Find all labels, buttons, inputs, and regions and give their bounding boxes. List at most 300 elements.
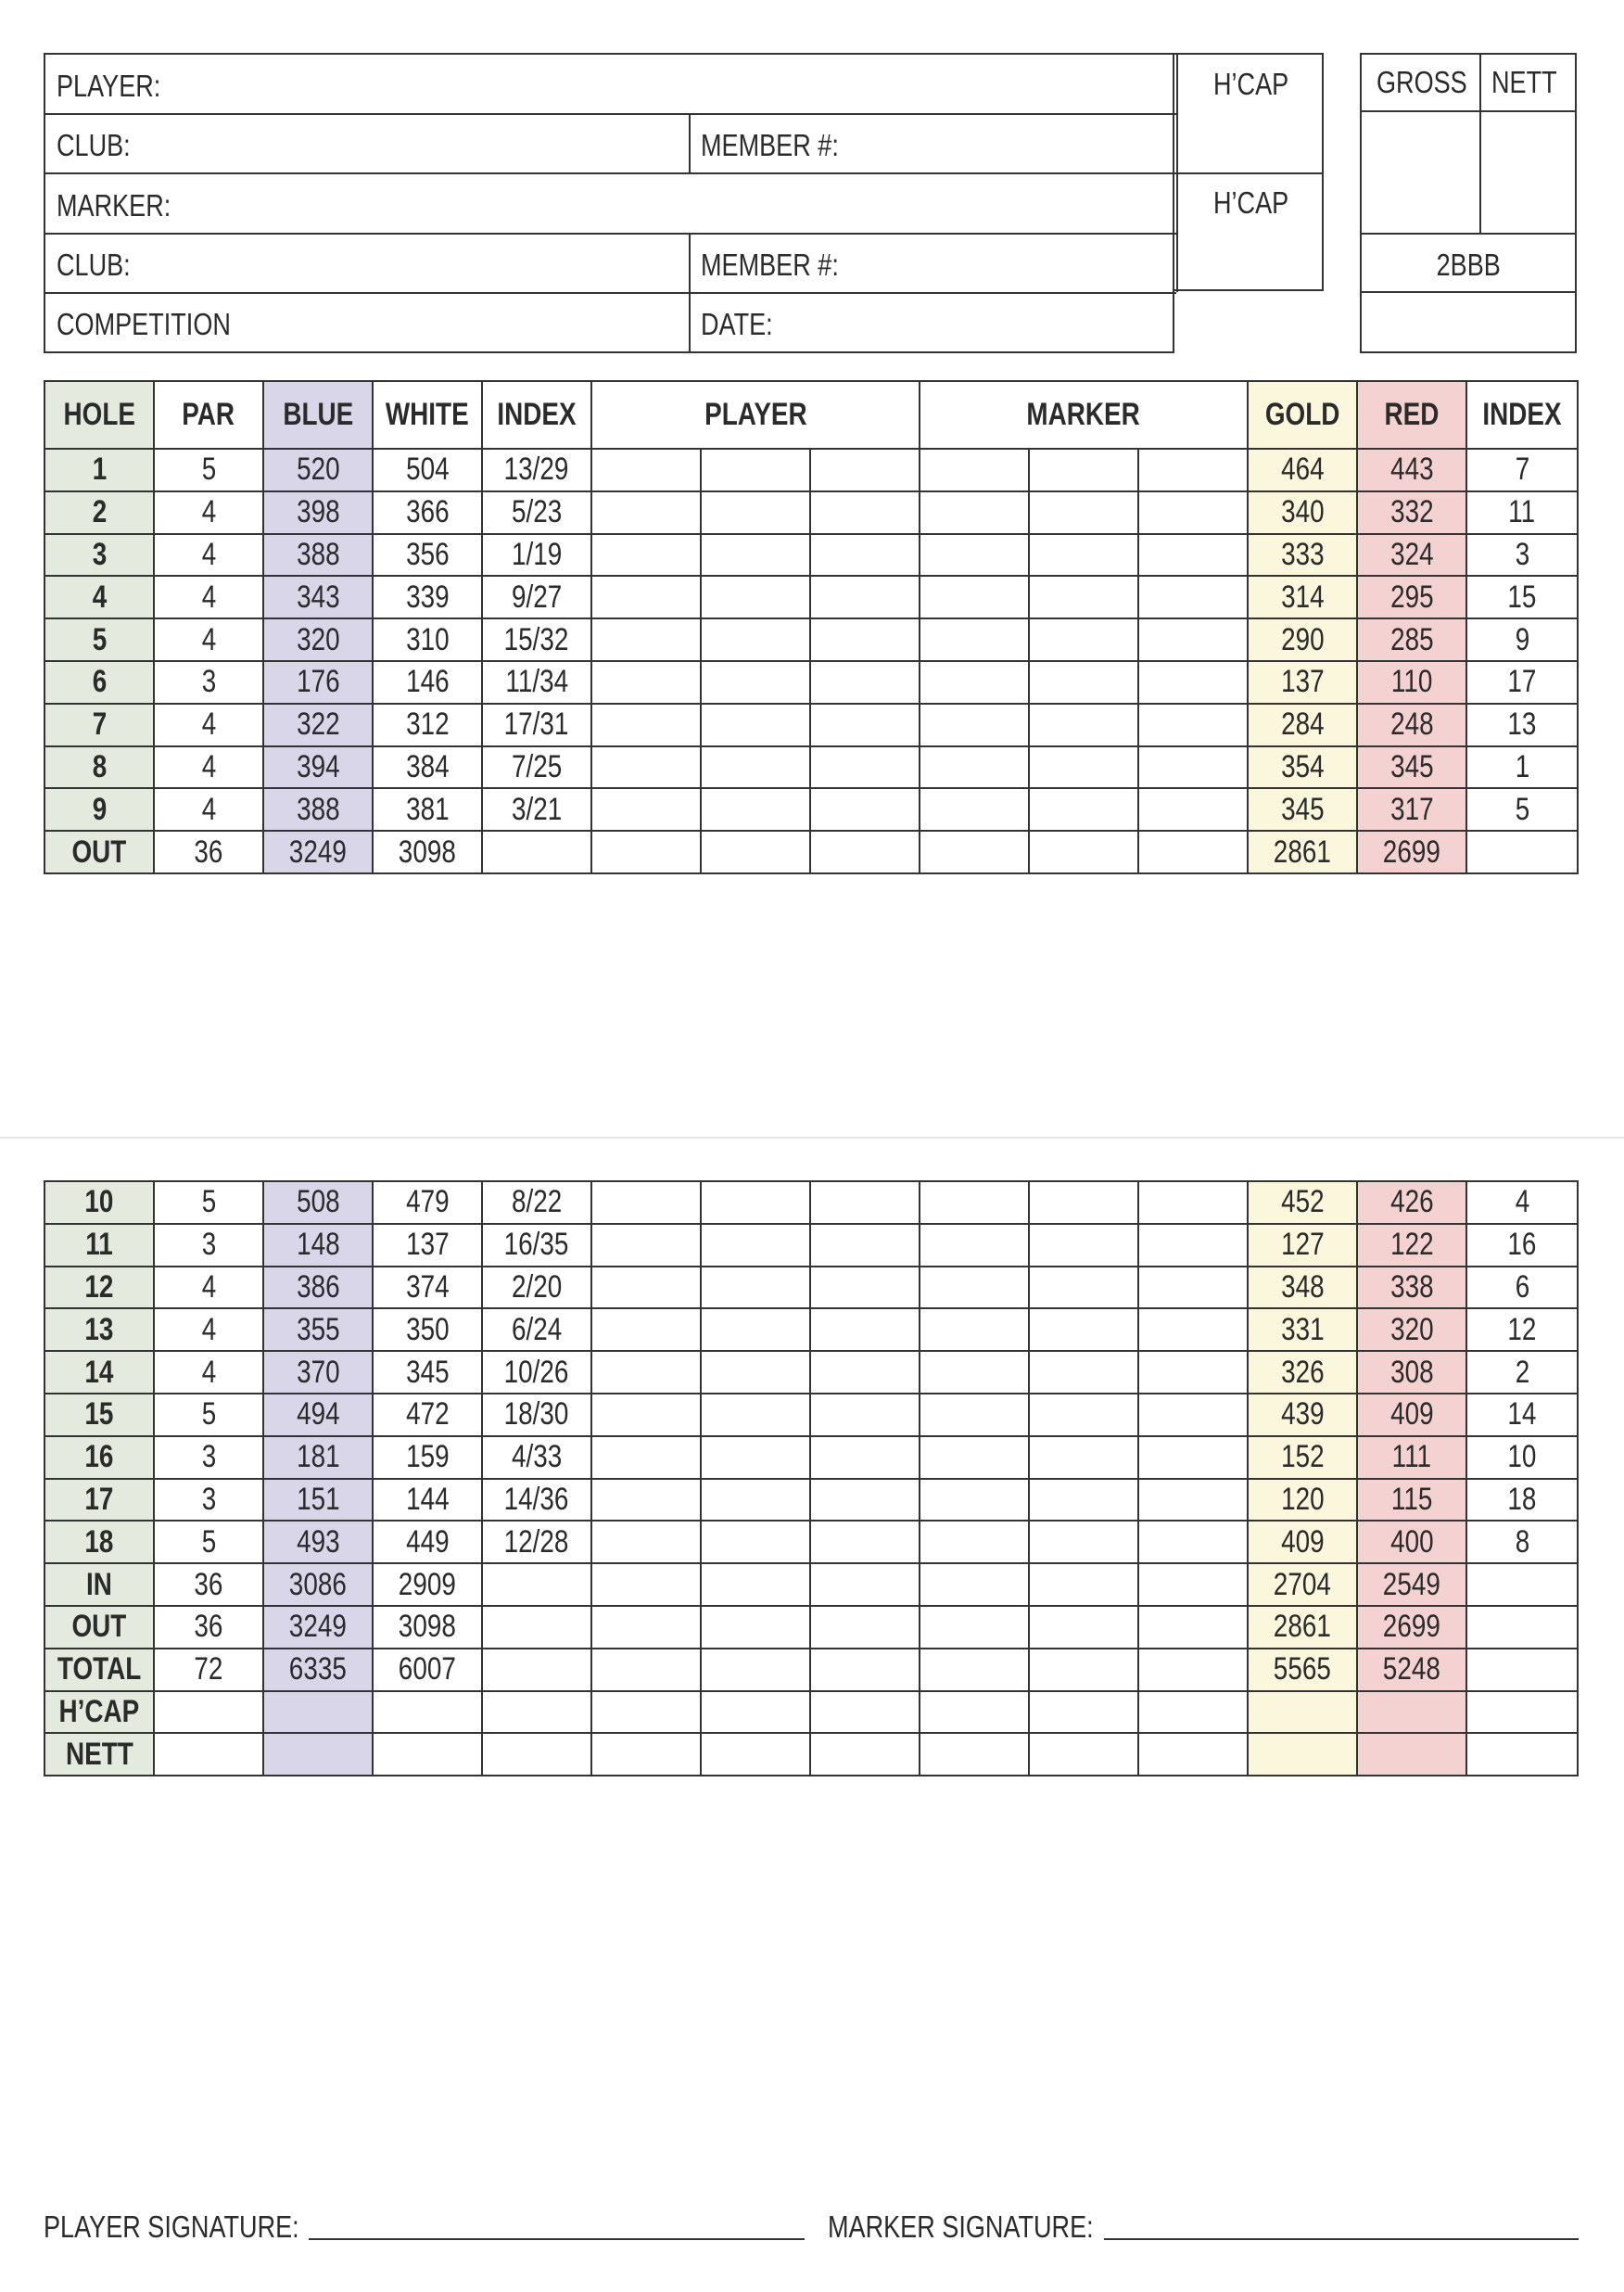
hole-cell-value: OUT	[71, 834, 127, 870]
index-cell-value: 12/28	[504, 1523, 569, 1560]
marker-score-cell[interactable]	[1138, 1691, 1248, 1734]
red-yardage-cell-value: 324	[1389, 536, 1434, 572]
divider	[45, 113, 1176, 115]
hole-cell	[44, 1733, 154, 1776]
marker-score-cell[interactable]	[1029, 449, 1138, 491]
marker-member-number-field[interactable]	[701, 249, 869, 280]
par-cell	[154, 618, 263, 661]
marker-score-cell[interactable]	[920, 1733, 1029, 1776]
player-score-cell[interactable]	[591, 1394, 701, 1436]
player-score-cell[interactable]	[701, 1436, 810, 1479]
player-score-cell[interactable]	[591, 1224, 701, 1267]
player-signature-line[interactable]	[309, 2238, 805, 2240]
marker-score-cell[interactable]	[1138, 1649, 1248, 1691]
player-score-cell[interactable]	[591, 661, 701, 704]
marker-score-cell[interactable]	[920, 746, 1029, 789]
member-number-field[interactable]	[701, 130, 869, 160]
marker-score-cell[interactable]	[1029, 576, 1138, 618]
marker-score-cell[interactable]	[1029, 1308, 1138, 1351]
marker-score-cell[interactable]	[1138, 1436, 1248, 1479]
hole-cell	[44, 534, 154, 577]
white-yardage-cell	[373, 1394, 482, 1436]
marker-score-cell[interactable]	[1029, 1267, 1138, 1309]
index2-cell	[1466, 1606, 1578, 1649]
blue-yardage-cell	[263, 1479, 373, 1522]
table-row	[44, 1267, 1578, 1309]
hole-cell	[44, 1691, 154, 1734]
marker-score-cell[interactable]	[1029, 1351, 1138, 1394]
index-cell	[482, 661, 591, 704]
player-score-cell[interactable]	[810, 831, 920, 873]
player-score-cell[interactable]	[591, 831, 701, 873]
red-header	[1357, 381, 1466, 449]
blue-yardage-cell-value: 398	[296, 494, 340, 530]
player-score-cell[interactable]	[701, 1521, 810, 1563]
gold-yardage-cell-value: 2704	[1273, 1566, 1332, 1602]
marker-score-cell[interactable]	[1138, 1521, 1248, 1563]
marker-score-cell[interactable]	[1029, 534, 1138, 577]
marker-club-label: CLUB:	[57, 248, 131, 282]
table-row	[44, 491, 1578, 534]
par-cell	[154, 1521, 263, 1563]
player-score-cell[interactable]	[591, 618, 701, 661]
red-yardage-cell	[1357, 449, 1466, 491]
par-cell-value: 3	[201, 1481, 216, 1517]
player-score-cell[interactable]	[810, 449, 920, 491]
marker-score-cell[interactable]	[1138, 1394, 1248, 1436]
marker-score-cell[interactable]	[920, 1181, 1029, 1224]
player-score-cell[interactable]	[810, 534, 920, 577]
marker-score-cell[interactable]	[1138, 1308, 1248, 1351]
player-score-cell[interactable]	[810, 704, 920, 746]
player-score-cell[interactable]	[591, 1181, 701, 1224]
gross-label: GROSS	[1377, 65, 1467, 99]
gross-nett-box	[1360, 53, 1577, 353]
marker-score-cell[interactable]	[1138, 1733, 1248, 1776]
red-yardage-cell	[1357, 1308, 1466, 1351]
par-cell-value: 4	[201, 494, 216, 530]
marker-score-cell[interactable]	[1138, 661, 1248, 704]
player-score-cell[interactable]	[810, 1351, 920, 1394]
marker-score-cell[interactable]	[920, 788, 1029, 831]
hole-cell-value: 18	[84, 1523, 114, 1560]
index-cell-value: 13/29	[504, 452, 569, 488]
marker-score-cell[interactable]	[920, 1436, 1029, 1479]
player-score-cell[interactable]	[701, 1606, 810, 1649]
blue-header-label: BLUE	[283, 397, 353, 432]
player-score-cell[interactable]	[591, 1691, 701, 1734]
marker-score-cell[interactable]	[1138, 491, 1248, 534]
index2-cell	[1466, 1224, 1578, 1267]
par-cell-value: 5	[201, 1396, 216, 1432]
marker-score-cell[interactable]	[920, 661, 1029, 704]
index2-cell-value: 1	[1515, 748, 1529, 784]
marker-score-cell[interactable]	[920, 831, 1029, 873]
blue-yardage-cell	[263, 1181, 373, 1224]
player-score-cell[interactable]	[591, 1606, 701, 1649]
player-score-cell[interactable]	[591, 534, 701, 577]
marker-score-cell[interactable]	[1029, 661, 1138, 704]
marker-score-cell[interactable]	[1029, 1733, 1138, 1776]
marker-score-cell[interactable]	[1029, 1224, 1138, 1267]
blue-yardage-cell-value: 386	[296, 1268, 340, 1305]
table-row	[44, 788, 1578, 831]
table-row	[44, 1521, 1578, 1563]
club-field[interactable]	[57, 130, 146, 160]
par-cell-value: 3	[201, 664, 216, 700]
marker-score-cell[interactable]	[920, 1691, 1029, 1734]
marker-score-cell[interactable]	[1029, 1521, 1138, 1563]
blue-yardage-cell-value: 494	[296, 1396, 340, 1432]
player-score-cell[interactable]	[810, 1521, 920, 1563]
marker-score-cell[interactable]	[920, 618, 1029, 661]
player-score-cell[interactable]	[701, 491, 810, 534]
blue-yardage-cell-value: 370	[296, 1354, 340, 1390]
par-cell	[154, 1691, 263, 1734]
header-row	[44, 381, 1578, 449]
marker-score-cell[interactable]	[1029, 1181, 1138, 1224]
player-score-cell[interactable]	[701, 1351, 810, 1394]
white-yardage-cell	[373, 1521, 482, 1563]
hole-cell	[44, 831, 154, 873]
player-score-cell[interactable]	[701, 1394, 810, 1436]
player-score-cell[interactable]	[591, 746, 701, 789]
blue-yardage-cell	[263, 831, 373, 873]
gross-score-cell[interactable]	[1362, 112, 1478, 231]
player-score-cell[interactable]	[591, 1479, 701, 1522]
par-cell-value: 36	[194, 834, 223, 870]
divider	[689, 233, 691, 353]
date-field[interactable]	[701, 309, 789, 339]
gold-yardage-cell-value: 340	[1280, 494, 1325, 530]
blue-yardage-cell	[263, 534, 373, 577]
gold-yardage-cell	[1248, 788, 1357, 831]
gold-yardage-cell-value: 152	[1280, 1439, 1325, 1475]
marker-score-cell[interactable]	[1138, 1181, 1248, 1224]
player-score-cell[interactable]	[810, 1563, 920, 1606]
marker-score-cell[interactable]	[1138, 618, 1248, 661]
white-yardage-cell-value: 374	[405, 1268, 450, 1305]
marker-score-cell[interactable]	[1138, 831, 1248, 873]
marker-score-cell[interactable]	[1138, 704, 1248, 746]
blue-header	[263, 381, 373, 449]
hole-cell	[44, 1267, 154, 1309]
player-score-cell[interactable]	[701, 576, 810, 618]
marker-hcap-label: H’CAP	[1213, 185, 1289, 220]
player-score-cell[interactable]	[810, 1606, 920, 1649]
red-yardage-cell-value: 5248	[1382, 1651, 1441, 1687]
gold-yardage-cell-value: 5565	[1273, 1651, 1332, 1687]
table-row	[44, 618, 1578, 661]
player-score-cell[interactable]	[701, 1479, 810, 1522]
player-score-cell[interactable]	[591, 1521, 701, 1563]
marker-name-field[interactable]	[57, 190, 196, 221]
hole-cell-value: 17	[84, 1481, 114, 1517]
gold-yardage-cell	[1248, 449, 1357, 491]
par-cell	[154, 1436, 263, 1479]
blue-yardage-cell-value: 322	[296, 707, 340, 743]
red-yardage-cell-value: 2549	[1382, 1566, 1441, 1602]
player-score-cell[interactable]	[591, 1436, 701, 1479]
marker-score-cell[interactable]	[920, 1351, 1029, 1394]
player-score-cell[interactable]	[591, 491, 701, 534]
divider	[689, 113, 691, 172]
index-cell	[482, 1308, 591, 1351]
player-score-cell[interactable]	[701, 1733, 810, 1776]
hole-cell	[44, 1606, 154, 1649]
marker-score-cell[interactable]	[1029, 1606, 1138, 1649]
gold-yardage-cell	[1248, 1351, 1357, 1394]
white-yardage-cell	[373, 449, 482, 491]
index-cell	[482, 1521, 591, 1563]
blue-yardage-cell	[263, 1563, 373, 1606]
par-cell-value: 4	[201, 707, 216, 743]
index-cell-value: 6/24	[511, 1311, 563, 1347]
marker-score-cell[interactable]	[1138, 534, 1248, 577]
marker-score-cell[interactable]	[1138, 1606, 1248, 1649]
player-score-cell[interactable]	[701, 618, 810, 661]
gold-yardage-cell	[1248, 1606, 1357, 1649]
red-yardage-cell-value: 2699	[1382, 1609, 1441, 1645]
player-score-cell[interactable]	[810, 746, 920, 789]
divider	[1362, 291, 1575, 293]
player-score-cell[interactable]	[591, 704, 701, 746]
player-score-cell[interactable]	[701, 661, 810, 704]
index2-cell-value: 11	[1508, 494, 1536, 530]
par-header	[154, 381, 263, 449]
marker-signature-line[interactable]	[1104, 2238, 1579, 2240]
divider	[1173, 172, 1322, 174]
player-score-cell[interactable]	[591, 788, 701, 831]
player-score-cell[interactable]	[591, 1563, 701, 1606]
marker-score-cell[interactable]	[1138, 576, 1248, 618]
competition-label: COMPETITION	[57, 307, 231, 341]
red-yardage-cell	[1357, 1606, 1466, 1649]
marker-club-field[interactable]	[57, 249, 146, 280]
index2-cell	[1466, 1267, 1578, 1309]
gold-yardage-cell	[1248, 1436, 1357, 1479]
index-cell	[482, 1394, 591, 1436]
player-score-cell[interactable]	[701, 746, 810, 789]
marker-score-cell[interactable]	[1138, 1563, 1248, 1606]
hole-cell	[44, 618, 154, 661]
player-score-cell[interactable]	[701, 1649, 810, 1691]
player-score-cell[interactable]	[701, 1224, 810, 1267]
marker-score-cell[interactable]	[1138, 1479, 1248, 1522]
player-score-cell[interactable]	[701, 534, 810, 577]
marker-score-cell[interactable]	[1138, 1267, 1248, 1309]
player-score-cell[interactable]	[810, 1479, 920, 1522]
par-cell-value: 5	[201, 1523, 216, 1560]
index2-cell-value: 7	[1515, 452, 1529, 488]
player-hcap-field[interactable]	[1213, 69, 1305, 99]
index2-header	[1466, 381, 1578, 449]
white-yardage-cell	[373, 1308, 482, 1351]
marker-score-cell[interactable]	[920, 1649, 1029, 1691]
index-cell	[482, 534, 591, 577]
marker-score-cell[interactable]	[920, 704, 1029, 746]
white-header-label: WHITE	[386, 397, 469, 432]
gold-yardage-cell	[1248, 1733, 1357, 1776]
player-score-cell[interactable]	[810, 1436, 920, 1479]
marker-score-cell[interactable]	[1029, 788, 1138, 831]
marker-score-cell[interactable]	[1029, 746, 1138, 789]
marker-header	[920, 381, 1248, 449]
player-score-cell[interactable]	[591, 1351, 701, 1394]
player-score-cell[interactable]	[701, 1563, 810, 1606]
player-score-cell[interactable]	[810, 491, 920, 534]
par-cell	[154, 1181, 263, 1224]
hole-cell	[44, 1351, 154, 1394]
marker-score-cell[interactable]	[1138, 1351, 1248, 1394]
white-yardage-cell-value: 159	[405, 1439, 450, 1475]
player-score-cell[interactable]	[810, 1733, 920, 1776]
index-cell	[482, 1267, 591, 1309]
marker-score-cell[interactable]	[920, 1606, 1029, 1649]
index2-cell-value: 8	[1515, 1523, 1529, 1560]
player-score-cell[interactable]	[591, 1267, 701, 1309]
par-cell-value: 36	[194, 1609, 223, 1645]
player-score-cell[interactable]	[810, 618, 920, 661]
player-score-cell[interactable]	[591, 449, 701, 491]
marker-score-cell[interactable]	[920, 1308, 1029, 1351]
white-yardage-cell	[373, 1351, 482, 1394]
hole-cell-value: 1	[92, 452, 107, 488]
marker-score-cell[interactable]	[1029, 1649, 1138, 1691]
marker-score-cell[interactable]	[1029, 1691, 1138, 1734]
hole-cell-value: NETT	[65, 1736, 133, 1772]
player-score-cell[interactable]	[591, 1733, 701, 1776]
player-score-cell[interactable]	[701, 449, 810, 491]
nett-score-cell[interactable]	[1481, 112, 1575, 231]
red-yardage-cell	[1357, 1733, 1466, 1776]
marker-score-cell[interactable]	[920, 1521, 1029, 1563]
format-score-cell[interactable]	[1362, 294, 1575, 351]
marker-score-cell[interactable]	[920, 1394, 1029, 1436]
player-score-cell[interactable]	[701, 831, 810, 873]
player-name-field[interactable]	[57, 70, 184, 101]
gold-yardage-cell-value: 127	[1280, 1227, 1325, 1263]
marker-score-cell[interactable]	[920, 1224, 1029, 1267]
marker-score-cell[interactable]	[1029, 1479, 1138, 1522]
white-yardage-cell	[373, 1563, 482, 1606]
marker-score-cell[interactable]	[1138, 449, 1248, 491]
index2-cell-value: 4	[1515, 1184, 1529, 1220]
gold-yardage-cell-value: 290	[1280, 621, 1325, 657]
index2-cell	[1466, 746, 1578, 789]
player-score-cell[interactable]	[591, 1308, 701, 1351]
index2-cell	[1466, 491, 1578, 534]
gold-yardage-cell	[1248, 1181, 1357, 1224]
blue-yardage-cell	[263, 1691, 373, 1734]
nett-label: NETT	[1491, 65, 1557, 99]
hole-cell-value: 7	[92, 707, 107, 743]
player-score-cell[interactable]	[810, 1181, 920, 1224]
white-yardage-cell-value: 350	[405, 1311, 450, 1347]
marker-score-cell[interactable]	[1029, 1436, 1138, 1479]
marker-header-label: MARKER	[1026, 397, 1141, 432]
player-score-cell[interactable]	[810, 1649, 920, 1691]
competition-field[interactable]	[57, 309, 269, 339]
player-score-cell[interactable]	[810, 1691, 920, 1734]
marker-score-cell[interactable]	[920, 491, 1029, 534]
gold-yardage-cell-value: 333	[1280, 536, 1325, 572]
format-text: 2BBB	[1436, 248, 1501, 282]
white-yardage-cell-value: 384	[405, 748, 450, 784]
fold-line	[0, 1137, 1624, 1139]
red-yardage-cell	[1357, 576, 1466, 618]
marker-score-cell[interactable]	[920, 576, 1029, 618]
player-score-cell[interactable]	[810, 1224, 920, 1267]
divider	[45, 292, 1176, 294]
player-score-cell[interactable]	[810, 1394, 920, 1436]
index2-cell	[1466, 618, 1578, 661]
red-yardage-cell	[1357, 1224, 1466, 1267]
white-yardage-cell	[373, 1224, 482, 1267]
hole-cell	[44, 491, 154, 534]
marker-score-cell[interactable]	[1029, 1563, 1138, 1606]
player-score-cell[interactable]	[701, 704, 810, 746]
marker-score-cell[interactable]	[1029, 831, 1138, 873]
white-yardage-cell	[373, 491, 482, 534]
marker-score-cell[interactable]	[1138, 788, 1248, 831]
hole-cell-value: 8	[92, 748, 107, 784]
marker-score-cell[interactable]	[1029, 618, 1138, 661]
index2-cell-value: 14	[1507, 1396, 1537, 1432]
player-score-cell[interactable]	[591, 1649, 701, 1691]
player-score-cell[interactable]	[701, 1181, 810, 1224]
red-yardage-cell	[1357, 1267, 1466, 1309]
marker-signature-text: MARKER SIGNATURE:	[828, 2209, 1094, 2244]
hole-cell-value: OUT	[71, 1609, 127, 1645]
table-row	[44, 831, 1578, 873]
index-cell	[482, 449, 591, 491]
marker-score-cell[interactable]	[920, 1563, 1029, 1606]
white-yardage-cell	[373, 576, 482, 618]
marker-score-cell[interactable]	[1029, 491, 1138, 534]
blue-yardage-cell-value: 394	[296, 748, 340, 784]
gold-yardage-cell-value: 137	[1280, 664, 1325, 700]
white-yardage-cell-value: 310	[405, 621, 450, 657]
player-score-cell[interactable]	[810, 1308, 920, 1351]
player-score-cell[interactable]	[810, 576, 920, 618]
index2-cell	[1466, 1308, 1578, 1351]
par-cell-value: 4	[201, 579, 216, 615]
member-label: MEMBER #:	[701, 128, 839, 162]
player-score-cell[interactable]	[701, 788, 810, 831]
marker-score-cell[interactable]	[920, 534, 1029, 577]
hole-cell-value: 9	[92, 791, 107, 827]
marker-score-cell[interactable]	[1138, 1224, 1248, 1267]
player-score-cell[interactable]	[591, 576, 701, 618]
blue-yardage-cell-value: 355	[296, 1311, 340, 1347]
blue-yardage-cell-value: 151	[296, 1481, 340, 1517]
player-score-cell[interactable]	[810, 661, 920, 704]
player-score-cell[interactable]	[701, 1308, 810, 1351]
marker-score-cell[interactable]	[920, 1267, 1029, 1309]
marker-score-cell[interactable]	[1029, 1394, 1138, 1436]
player-score-cell[interactable]	[701, 1267, 810, 1309]
marker-score-cell[interactable]	[920, 1479, 1029, 1522]
player-score-cell[interactable]	[810, 788, 920, 831]
marker-hcap-field[interactable]	[1213, 187, 1305, 218]
red-yardage-cell	[1357, 534, 1466, 577]
marker-score-cell[interactable]	[920, 449, 1029, 491]
marker-score-cell[interactable]	[1138, 746, 1248, 789]
player-score-cell[interactable]	[701, 1691, 810, 1734]
player-score-cell[interactable]	[810, 1267, 920, 1309]
marker-score-cell[interactable]	[1029, 704, 1138, 746]
